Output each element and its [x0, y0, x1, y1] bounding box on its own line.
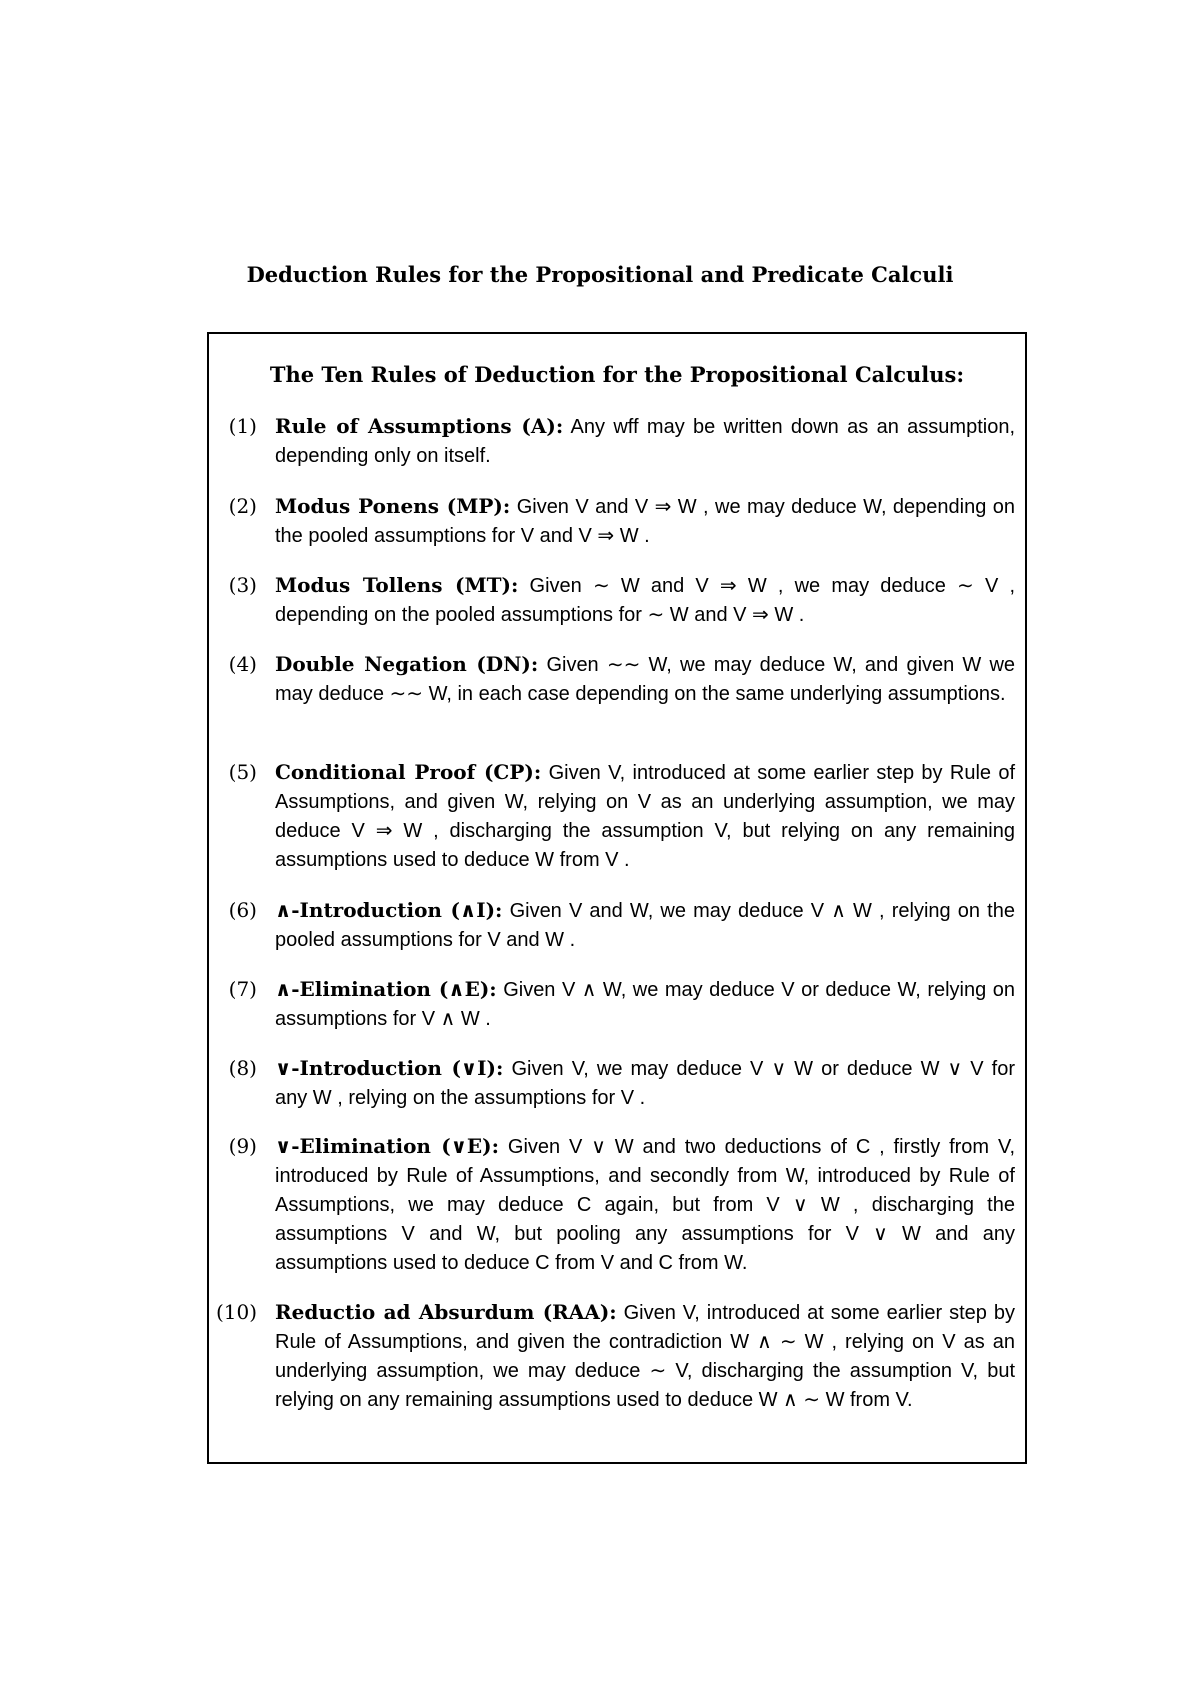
rule-body: Given V and V ⇒ W , we may deduce W, depending on the pooled assumptions for V and V ⇒ W .: [275, 496, 1015, 547]
rule-body: Given V ∨ W and two deductions of C , firstly from V, introduced by Rule of Assumptions, and secondly from W, introduced by Rule of Assumptions, we may deduce C again, but from V ∨ W , discharging the assumptions V and W, but pooling any assumptions for V ∨ W and any assumptions used to deduce C from V and C from W.: [275, 1136, 1016, 1274]
rule-number: (6): [228, 898, 257, 922]
rule-number: (10): [215, 1300, 257, 1324]
rules-box: [207, 332, 1027, 1464]
rule-text: [275, 412, 1015, 471]
rule-name: Double Negation (DN):: [275, 652, 539, 676]
rule-body: Given V and W, we may deduce V ∧ W , relying on the pooled assumptions for V and W .: [275, 900, 1015, 951]
rule-text: [275, 896, 1015, 955]
rule-name: Conditional Proof (CP):: [275, 760, 542, 784]
rule-text: [275, 975, 1015, 1034]
rule-body: Given V, introduced at some earlier step by Rule of Assumptions, and given W, relying on V as an underlying assumption, we may deduce V ⇒ W , discharging the assumption V, but relying on any remaining assumptions used to deduce W from V .: [275, 762, 1015, 871]
rule-text: [275, 571, 1015, 630]
rule-text: [275, 758, 1015, 875]
rule-name: Reductio ad Absurdum (RAA):: [275, 1300, 617, 1324]
rules-heading: The Ten Rules of Deduction for the Propositional Calculus:: [269, 362, 965, 387]
rule-body: Given V, introduced at some earlier step by Rule of Assumptions, and given the contradiction W ∧ ∼ W , relying on V as an underlying assumption, we may deduce ∼ V, discharging the assumption V, but relying on any remaining assumptions used to deduce W ∧ ∼ W from V.: [275, 1302, 1015, 1411]
rule-text: [275, 1298, 1015, 1415]
rule-number: (7): [228, 977, 257, 1001]
page-title: Deduction Rules for the Propositional and Predicate Calculi: [246, 262, 954, 287]
rule-name: ∧-Introduction (∧I):: [275, 898, 503, 922]
rule-body: Given V, we may deduce V ∨ W or deduce W ∨ V for any W , relying on the assumptions for V .: [275, 1058, 1016, 1109]
rule-text: [275, 1054, 1015, 1113]
rule-name: Rule of Assumptions (A):: [275, 414, 564, 438]
rule-body: Given ∼ W and V ⇒ W , we may deduce ∼ V , depending on the pooled assumptions for ∼ W and V ⇒ W .: [275, 575, 1016, 626]
rule-number: (9): [228, 1134, 257, 1158]
rule-number: (3): [228, 573, 257, 597]
rule-text: [275, 650, 1015, 709]
rule-number: (2): [228, 494, 257, 518]
rule-name: ∨-Elimination (∨E):: [275, 1134, 500, 1158]
rule-number: (4): [228, 652, 257, 676]
rule-text: [275, 1132, 1015, 1278]
rule-number: (5): [228, 760, 257, 784]
rule-name: Modus Tollens (MT):: [275, 573, 519, 597]
rule-number: (8): [228, 1056, 257, 1080]
rule-body: Given ∼∼ W, we may deduce W, and given W we may deduce ∼∼ W, in each case depending on the same underlying assumptions.: [275, 654, 1016, 705]
rule-name: ∧-Elimination (∧E):: [275, 977, 497, 1001]
rule-text: [275, 492, 1015, 551]
rule-body: Any wff may be written down as an assumption, depending only on itself.: [275, 416, 1016, 467]
rule-name: ∨-Introduction (∨I):: [275, 1056, 504, 1080]
rule-number: (1): [228, 414, 257, 438]
rule-name: Modus Ponens (MP):: [275, 494, 511, 518]
rule-body: Given V ∧ W, we may deduce V or deduce W, relying on assumptions for V ∧ W .: [275, 979, 1016, 1030]
